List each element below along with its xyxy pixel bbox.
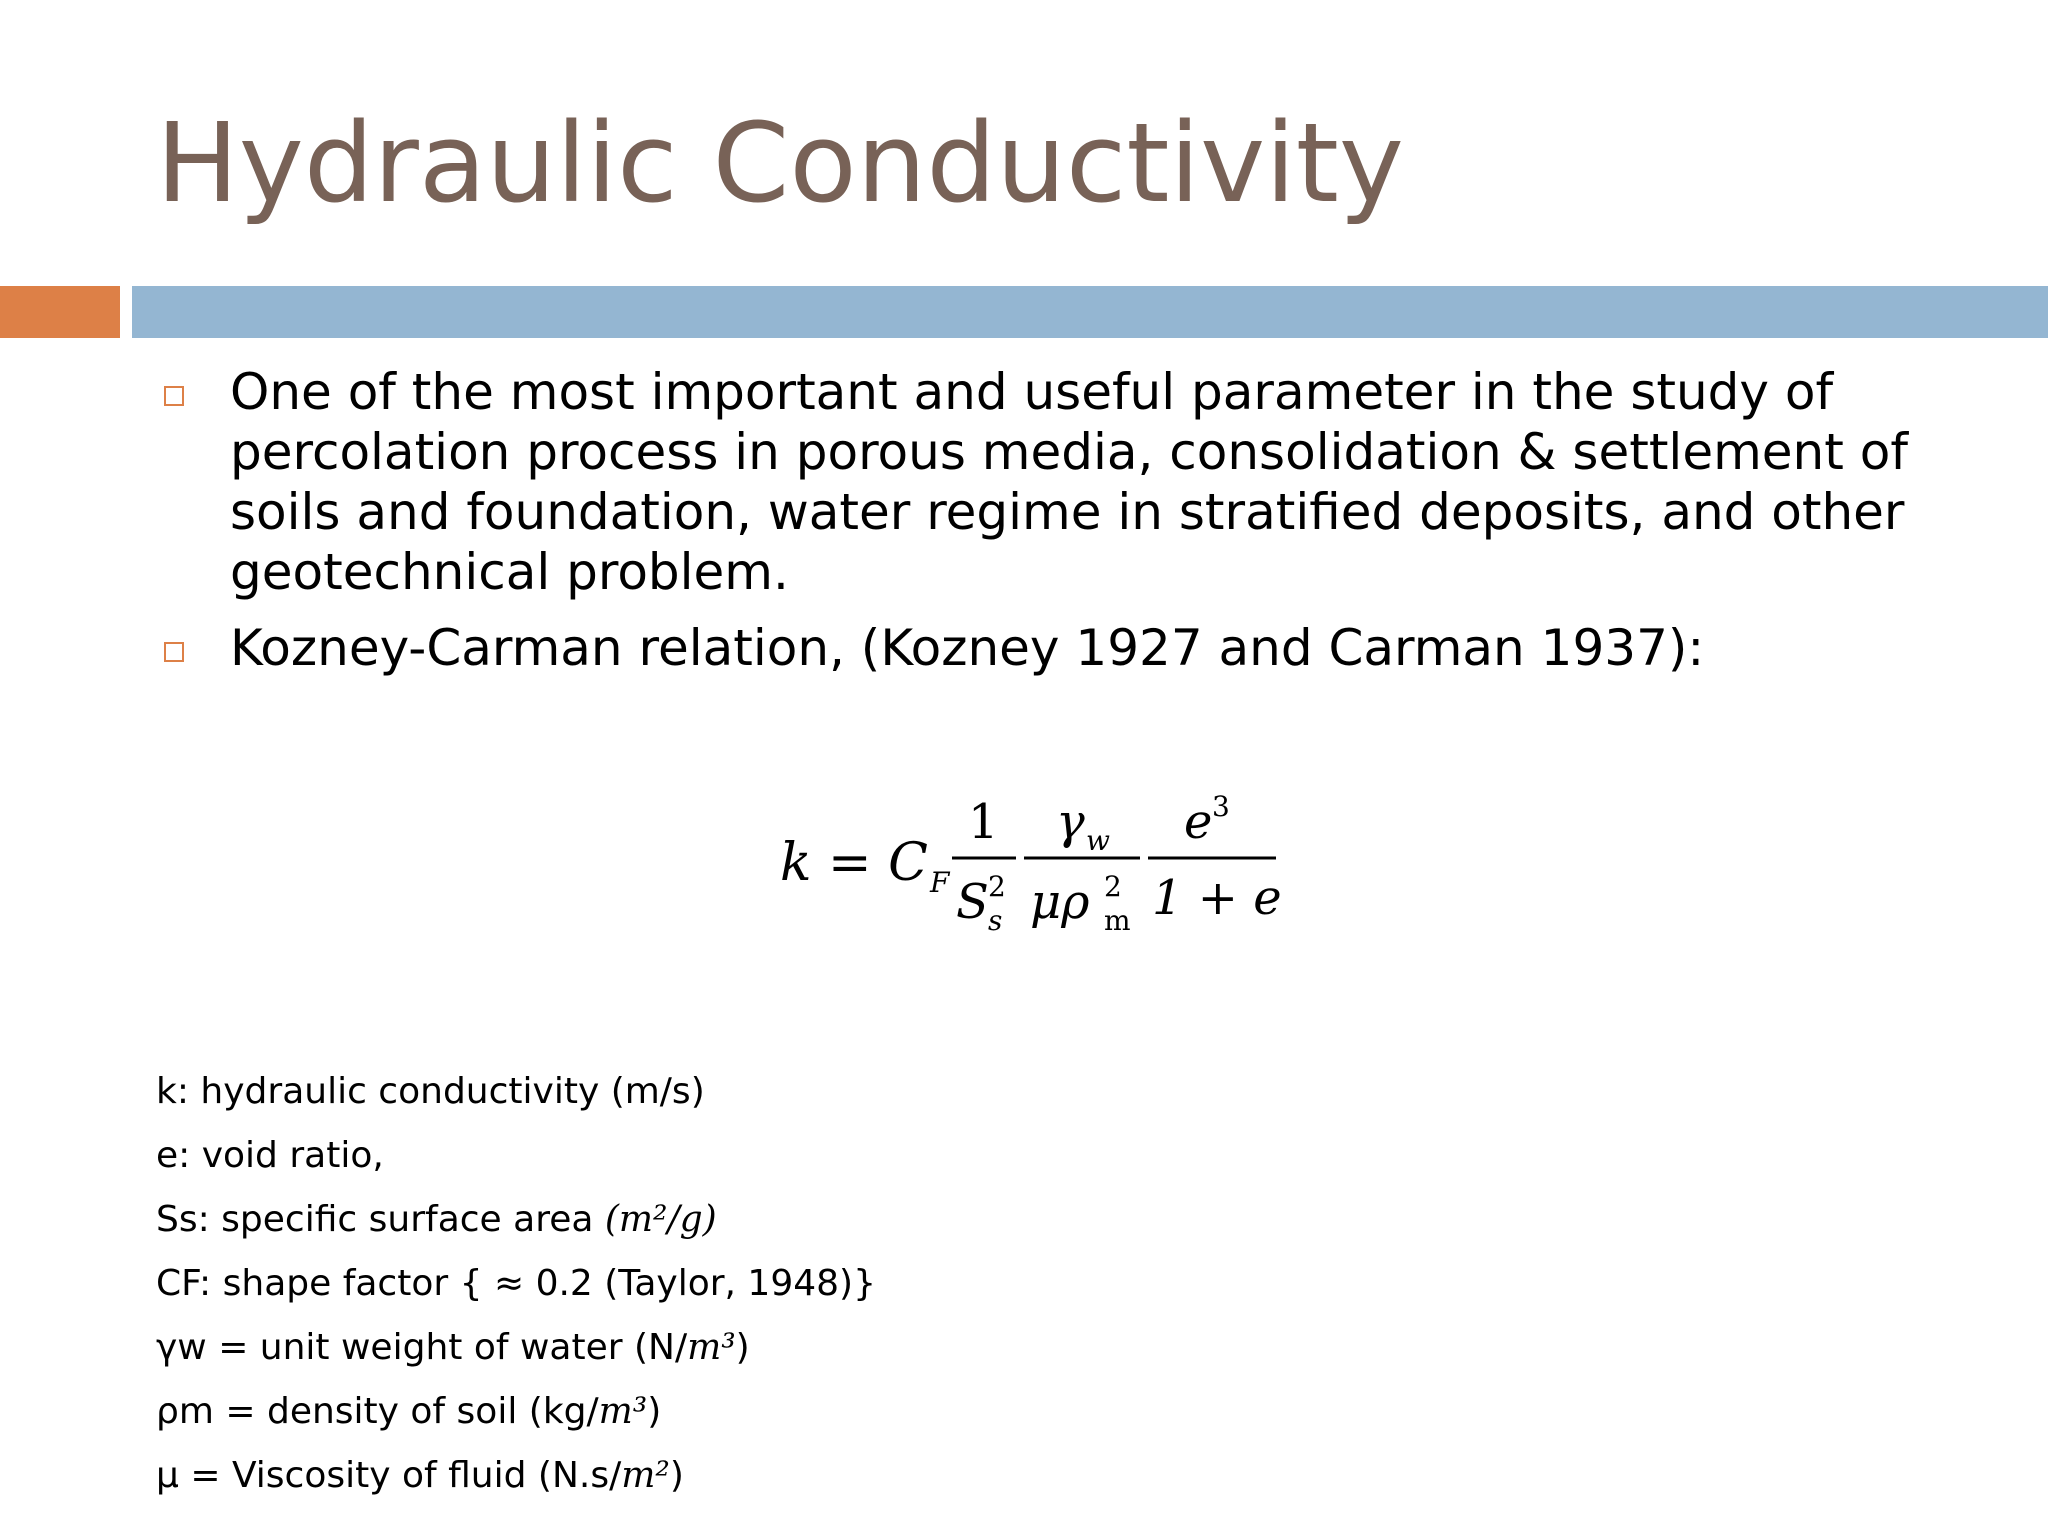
definition-tail: ): [735, 1327, 750, 1368]
definition-math: m³: [687, 1327, 736, 1368]
fraction2-denominator: μρ: [1030, 874, 1090, 930]
definition-line: [156, 1124, 1356, 1188]
fraction1-numerator: 1: [968, 794, 999, 850]
definition-math: (m²/g): [604, 1199, 717, 1240]
bullet-text: One of the most important and useful parameter in the study of percolation process in porous media, consolidation & settlement of soils and foundation, water regime in stratified deposits, and other geotechnical problem.: [230, 363, 1908, 601]
definition-text: ρm = density of soil (kg/: [156, 1391, 599, 1432]
fraction2-den-sub: m: [1104, 904, 1131, 937]
fraction2-den-sup: 2: [1104, 870, 1122, 903]
slide-title: Hydraulic Conductivity: [156, 99, 1404, 227]
definition-text: γw = unit weight of water (N/: [156, 1327, 688, 1368]
definition-line: [156, 1060, 1356, 1124]
definition-line: [156, 1444, 1356, 1508]
definition-text: k: hydraulic conductivity (m/s): [156, 1071, 705, 1112]
definition-line: [156, 1316, 1356, 1380]
definition-text: Ss: specific surface area: [156, 1199, 605, 1240]
definition-line: [156, 1380, 1356, 1444]
definition-math: m³: [598, 1391, 648, 1432]
definition-tail: ): [669, 1455, 684, 1496]
bullet-item: [156, 618, 1996, 678]
blue-accent-bar: [132, 286, 2048, 338]
kozeny-carman-formula: [780, 780, 1300, 960]
definition-line: [156, 1188, 1356, 1252]
definition-text: μ = Viscosity of fluid (N.s/: [156, 1455, 622, 1496]
fraction3-num-sup: 3: [1212, 790, 1230, 823]
fraction3-denominator: 1 + e: [1152, 870, 1282, 926]
formula-lhs: k = C: [780, 833, 928, 893]
formula-lhs-sub: F: [930, 866, 950, 899]
square-bullet-icon: [164, 386, 184, 406]
definition-math: m²: [621, 1455, 670, 1496]
fraction2-num-sub: w: [1086, 824, 1110, 857]
bullet-list: [156, 362, 1996, 694]
bullet-text: Kozney-Carman relation, (Kozney 1927 and Carman 1937):: [230, 619, 1705, 677]
definition-line: [156, 1252, 1356, 1316]
orange-accent-bar: [0, 286, 120, 338]
fraction3-numerator: e: [1184, 794, 1213, 850]
fraction2-numerator: γ: [1056, 794, 1085, 850]
definition-text: e: void ratio,: [156, 1135, 384, 1176]
bullet-item: [156, 362, 1996, 602]
variable-definitions: [156, 1060, 1356, 1508]
fraction1-denominator: S: [956, 874, 989, 930]
definition-text: CF: shape factor { ≈ 0.2 (Taylor, 1948)}: [156, 1263, 876, 1304]
fraction1-den-sub: s: [988, 904, 1003, 937]
definition-tail: ): [647, 1391, 662, 1432]
fraction1-den-sup: 2: [988, 870, 1006, 903]
square-bullet-icon: [164, 642, 184, 662]
